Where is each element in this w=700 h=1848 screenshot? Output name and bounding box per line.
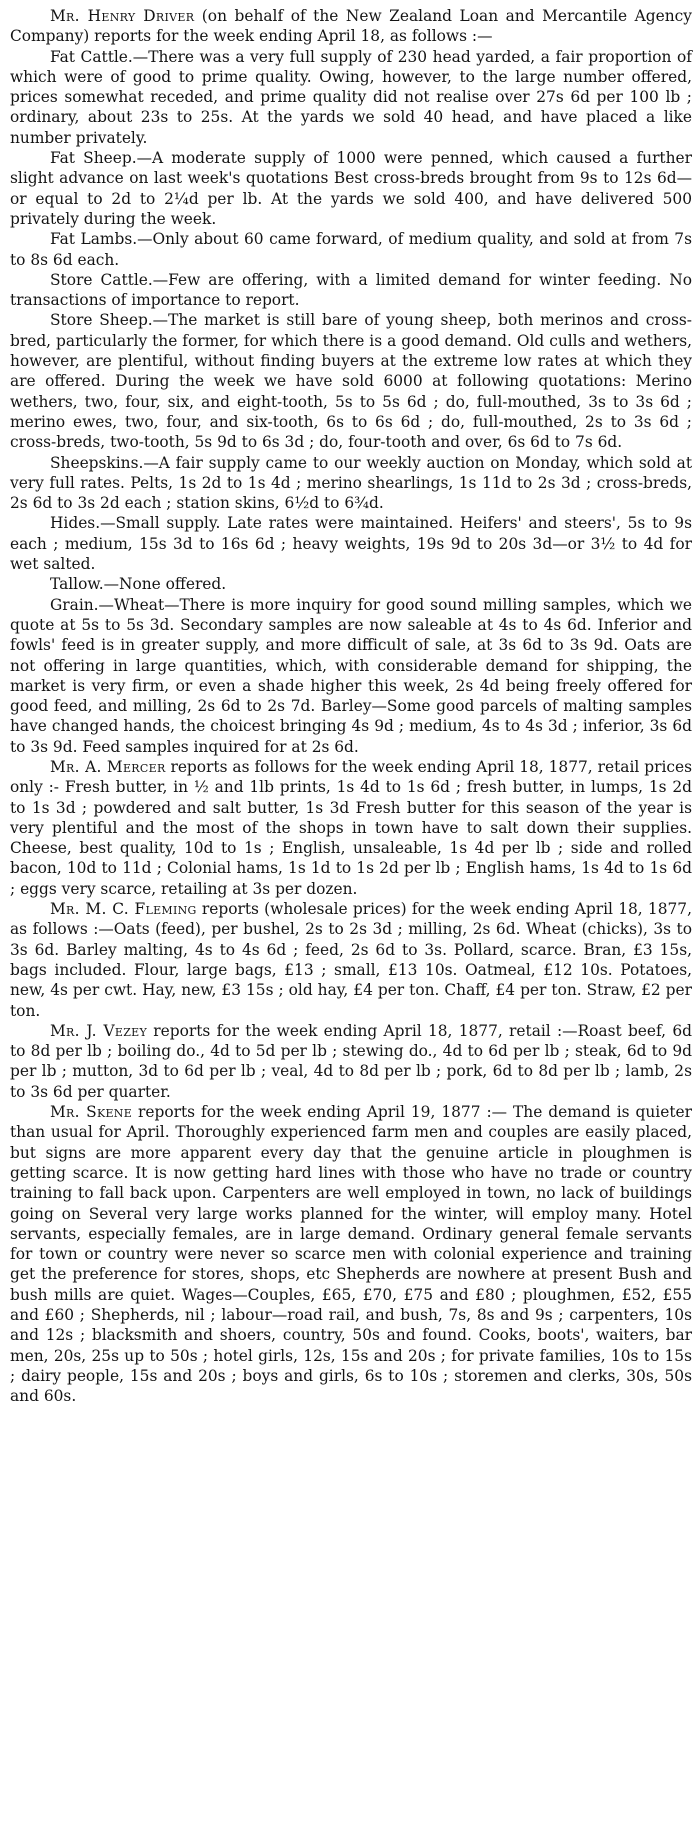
paragraph-fat-cattle — [10, 47, 692, 148]
paragraph-text: Tallow.—None offered. — [50, 575, 227, 594]
paragraph-text: Grain.—Wheat—There is more inquiry for good sound milling samples, which we quote at 5s to 5s 3d. Secondary samples are now saleable at 4s to 4s 6d. Inferior and fowls' feed is in greater supply, and more difficult of sale, at 3s 6d to 3s 9d. Oats are not offering in large quantities, which, with considerable demand for shipping, the market is very firm, or even a shade higher this week, 2s 4d being freely offered for good feed, and milling, 2s 6d to 2s 7d. Barley—Some good parcels of malting samples have changed hands, the choicest bringing 4s 9d ; medium, 4s to 4s 3d ; inferior, 3s 6d to 3s 9d. Feed samples inquired for at 2s 6d. — [10, 595, 692, 756]
paragraph-fat-sheep — [10, 148, 692, 229]
paragraph-hides — [10, 513, 692, 574]
paragraph-grain — [10, 595, 692, 757]
paragraph-tallow — [10, 574, 692, 594]
paragraph-fat-lambs — [10, 229, 692, 270]
reporter-name: Mr. M. C. Fleming — [50, 900, 197, 919]
paragraph-text: Store Cattle.—Few are offering, with a limited demand for winter feeding. No transactions of importance to report. — [10, 270, 692, 310]
paragraph-store-sheep — [10, 310, 692, 452]
paragraph-mercer — [10, 757, 692, 899]
paragraph-text: Sheepskins.—A fair supply came to our weekly auction on Monday, which sold at very full rates. Pelts, 1s 2d to 1s 4d ; merino shearlings, 1s 11d to 2s 3d ; cross-breds, 2s 6d to 3s 2d each ; station skins, 6½d to 6¾d. — [10, 453, 692, 513]
paragraph-driver-intro — [10, 6, 692, 47]
paragraph-text: Store Sheep.—The market is still bare of young sheep, both merinos and cross-bred, particularly the former, for which there is a good demand. Old culls and wethers, however, are plentiful, without finding buyers at the extreme low rates at which they are offered. During the week we have sold 6000 at following quotations: Merino wethers, two, four, six, and eight-tooth, 5s to 5s 6d ; do, full-mouthed, 3s to 3s 6d ; merino ewes, two, four, and six-tooth, 6s to 6s 6d ; do, full-mouthed, 2s to 3s 6d ; cross-breds, two-tooth, 5s 9d to 6s 3d ; do, four-tooth and over, 6s 6d to 7s 6d. — [10, 311, 692, 452]
paragraph-text: Fat Lambs.—Only about 60 came forward, of medium quality, and sold at from 7s to 8s 6d each. — [10, 230, 692, 269]
paragraph-sheepskins — [10, 453, 692, 514]
paragraph-text: reports for the week ending April 19, 1877 :— The demand is quieter than usual for April. Thoroughly experienced farm men and couples are easily placed, but signs are more apparent every day that the genuine article in ploughmen is getting scarce. It is now getting hard lines with those who have no trade or country training to fall back upon. Carpenters are well employed in town, no lack of buildings going on Several very large works planned for the winter, will employ many. Hotel servants, especially females, are in large demand. Ordinary general female servants for town or country were never so scarce men with colonial experience and training get the preference for stores, shops, etc Shepherds are nowhere at present Bush and bush mills are quiet. Wages—Couples, £65, £70, £75 and £80 ; ploughmen, £52, £55 and £60 ; Shepherds, nil ; labour—road rail, and bush, 7s, 8s and 9s ; carpenters, 10s and 12s ; blacksmith and shoers, country, 50s and found. Cooks, boots', waiters, bar men, 20s, 25s up to 50s ; hotel girls, 12s, 15s and 20s ; for private families, 10s to 15s ; dairy people, 15s and 20s ; boys and girls, 6s to 10s ; storemen and clerks, 30s, 50s and 60s. — [10, 1103, 692, 1406]
reporter-name: Mr. J. Vezey — [50, 1021, 148, 1040]
paragraph-text: Fat Sheep.—A moderate supply of 1000 were penned, which caused a further slight advance on last week's quotations Best cross-breds brought from 9s to 12s 6d—or equal to 2d to 2¼d per lb. At the yards we sold 400, and have delivered 500 privately during the week. — [10, 149, 692, 228]
paragraph-skene — [10, 1102, 692, 1406]
reporter-name: Mr. Henry Driver — [50, 7, 195, 25]
paragraph-text: Fat Cattle.—There was a very full supply of 230 head yarded, a fair proportion of which were of good to prime quality. Owing, however, to the large number offered, prices somewhat receded, and prime quality did not realise over 27s 6d per 100 lb ; ordinary, about 23s to 25s. At the yards we sold 40 head, and have placed a like number privately. — [10, 47, 692, 147]
paragraph-text: (on behalf of the New Zealand Loan and Mercantile Agency Company) reports for the week ending April 18, as follows :— — [10, 7, 692, 46]
paragraph-vezey — [10, 1021, 692, 1102]
paragraph-text: reports (wholesale prices) for the week ending April 18, 1877, as follows :—Oats (feed), per bushel, 2s to 2s 3d ; milling, 2s 6d. Wheat (chicks), 3s to 3s 6d. Barley malting, 4s to 4s 6d ; feed, 2s 6d to 3s. Pollard, scarce. Bran, £3 15s, bags included. Flour, large bags, £13 ; small, £13 10s. Oatmeal, £12 10s. Potatoes, new, 4s per cwt. Hay, new, £3 15s ; old hay, £4 per ton. Chaff, £4 per ton. Straw, £2 per ton. — [10, 900, 692, 1020]
paragraph-store-cattle — [10, 270, 692, 311]
paragraph-text: reports for the week ending April 18, 1877, retail :—Roast beef, 6d to 8d per lb ; boiling do., 4d to 5d per lb ; stewing do., 4d to 6d per lb ; steak, 6d to 9d per lb ; mutton, 3d to 6d per lb ; veal, 4d to 8d per lb ; pork, 6d to 8d per lb ; lamb, 2s to 3s 6d per quarter. — [10, 1021, 692, 1101]
reporter-name: Mr. Skene — [50, 1103, 133, 1122]
paragraph-text: Hides.—Small supply. Late rates were maintained. Heifers' and steers', 5s to 9s each ; medium, 15s 3d to 16s 6d ; heavy weights, 19s 9d to 20s 3d—or 3½ to 4d for wet salted. — [10, 514, 692, 574]
reporter-name: Mr. A. Mercer — [50, 757, 166, 776]
paragraph-text: reports as follows for the week ending April 18, 1877, retail prices only :- Fresh butter, in ½ and 1lb prints, 1s 4d to 1s 6d ; fresh butter, in lumps, 1s 2d to 1s 3d ; powdered and salt butter, 1s 3d Fresh butter for this season of the year is very plentiful and the most of the shops in town have to salt down their supplies. Cheese, best quality, 10d to 1s ; English, unsaleable, 1s 4d per lb ; side and rolled bacon, 10d to 11d ; Colonial hams, 1s 1d to 1s 2d per lb ; English hams, 1s 4d to 1s 6d ; eggs very scarce, retailing at 3s per dozen. — [10, 757, 692, 898]
paragraph-fleming — [10, 899, 692, 1021]
